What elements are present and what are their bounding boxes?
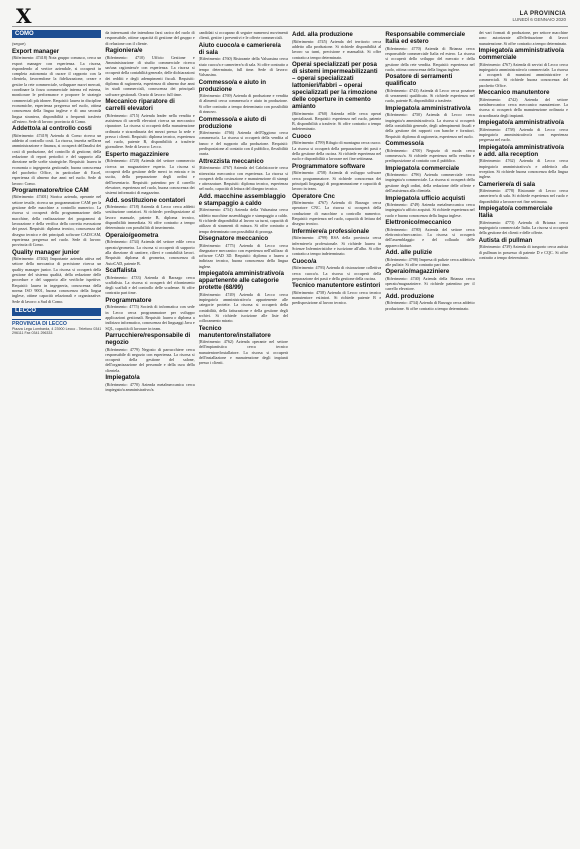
job-ad — [12, 48, 101, 124]
ad-list — [199, 30, 288, 366]
job-ad — [105, 332, 194, 373]
job-title: Attrezzista meccanico — [198, 157, 264, 165]
job-ad — [105, 197, 194, 231]
job-ad — [105, 374, 194, 392]
job-description: (Riferimento: 4796) Azienda commerciale cerca impiegato/a commerciale. La risorsa si occuperà della gestione degli ordini, della redazione delle offerte e dell'assistenza alla clientela. — [385, 172, 475, 194]
job-title: Scaffalista — [105, 267, 137, 275]
job-description: (Riferimento: 4715) Azienda leader nella vendita e assistenza di carrelli elevatori ricerca un meccanico riparatore. La risorsa si occuperà della manutenzione ordinaria e straordinaria dei mezzi presso la sede e presso i clienti. Requisiti: diploma tecnico, esperienza nel ruolo, patente B, disponibilità a trasferte giornaliere. Sede di lavoro: Lecco. — [105, 112, 195, 150]
job-ad — [292, 133, 381, 162]
job-title: Tecnico manutentore estintori — [291, 282, 381, 290]
job-title: Programmatore — [105, 296, 152, 304]
job-title: Commesso/a e aiuto in produzione — [198, 78, 267, 93]
job-ad — [199, 235, 288, 269]
job-description: (Riferimento: 4775) Azienda di Lecco cerca disegnatore meccanico con esperienza nell'utilizzo di software CAD 3D. Requisiti: diploma o laurea a indirizzo tecnico, buona conoscenza della lingua inglese. — [198, 242, 288, 269]
job-ad — [292, 61, 381, 132]
job-ad — [292, 163, 381, 192]
job-description: (Riferimento: 4770) Azienda metalmeccanica cerca impiegato/a amministrativo/a. — [105, 381, 195, 393]
job-description: (Riferimento: 4773) Azienda di Brianza cerca impiegato/a commerciale Italia. La risorsa si occuperà della gestione dei clienti e delle offerte. — [478, 219, 568, 236]
job-title: Add. alla produzione — [291, 31, 353, 39]
ad-list — [292, 31, 381, 306]
job-ad — [105, 267, 194, 296]
job-ad — [385, 219, 474, 248]
job-ad — [385, 249, 474, 267]
job-title: Impiegato/a amministrativo/a appartenente alle categorie protette (68/99) — [198, 270, 284, 292]
newspaper-name: LA PROVINCIA — [519, 11, 566, 17]
job-title: Cameriere/a di sala — [478, 180, 536, 188]
job-description: (Riferimento: 4770) Azienda di Brianza cerca responsabile commerciale Italia ed estero. La risorsa si occuperà dello sviluppo del mercato e della gestione della rete vendita. Requisiti: esperienza nel ruolo, ottima conoscenza della lingua inglese. — [385, 45, 475, 72]
job-description: (Riferimento: 4760) Ristorante della Valsassina cerca aiuto cuoco/a e cameriere/a di sala. Si offre contratto a tempo determinato, full time. Sede di lavoro: Valsassina. — [198, 56, 288, 78]
job-description: (Riferimento: 4767) Azienda di Barzago cerca operatore CNC. La risorsa si occuperà della conduzione di macchine a controllo numerico. Requisiti: esperienza nel ruolo, capacità di lettura del disegno tecnico. — [291, 200, 382, 227]
job-title: Commesso/a — [385, 140, 424, 148]
job-title: Cuoco/a — [291, 257, 317, 265]
job-description: (Riferimento: 4767) Azienda di servizi di Lecco cerca impiegato/a amministrativo/a commerciale. La risorsa si occuperà di mansioni amministrative e commerciali. Si richiede buona conoscenza del pacchetto Office. — [478, 61, 568, 88]
job-ad — [385, 268, 474, 291]
job-ad — [385, 73, 474, 103]
job-title: Elettronico/meccanico — [385, 219, 452, 227]
job-title: Impiegato/a commerciale — [385, 164, 460, 172]
masthead — [512, 11, 566, 22]
job-description: (Riferimento: 4749) Azienda metalmeccanica cerca impiegato/a ufficio acquisti. Si richiede esperienza nel ruolo e buona conoscenza della lingua inglese. — [385, 202, 475, 218]
job-ad — [292, 228, 381, 257]
job-title: Add. macchine assemblaggio e stampaggio a caldo — [198, 192, 286, 207]
job-description: (Riferimento: 4760) Azienda edile cerca operai specializzati. Requisiti: esperienza nel ruolo, patente B, disponibilità a trasferte. Si offre contratto a tempo indeterminato. — [291, 110, 382, 132]
job-ad — [199, 30, 288, 41]
job-ad — [479, 181, 568, 204]
job-description: (Riferimento: 4762) Azienda di Lecco cerca impiegato/a amministrativo/a e addetto/a alla reception. Si richiede buona conoscenza della lingua inglese. — [478, 158, 568, 180]
job-ad — [292, 282, 381, 305]
job-title: Responsabile commerciale Italia ed estero — [385, 31, 466, 46]
job-ad — [385, 165, 474, 194]
column-4 — [292, 30, 381, 842]
issue-date: LUNEDÌ 6 GENNAIO 2020 — [512, 17, 566, 22]
column-3 — [199, 30, 288, 842]
job-description: (Riferimento: 4754) Azienda della Valsassina cerca addetto macchine assemblaggio e stampaggio a caldo. Si richiede disponibilità al lavoro su turni, capacità di utilizzo di strumenti di misura. Si offre contratto a tempo determinato con possibilità di proroga. — [198, 207, 288, 234]
job-ad — [385, 105, 474, 139]
job-description: (Riferimento: 4762) Azienda operante nel settore dell'impiantistica cerca tecnico manutentore/installatore. La risorsa si occuperà dell'installazione e manutenzione degli impianti presso i clienti. — [198, 339, 288, 366]
job-description: (Riferimento: 4740) Azienda della Brianza cerca operaio/magazziniere. Si richiede patentino per il carrello elevatore. — [385, 275, 475, 292]
job-ad — [385, 293, 474, 311]
job-description: (Riferimento: 4749) Azienda di Lecco cerca impiegato/a amministrativo/a appartenente alle categorie protette. La risorsa si occuperà della contabilità, della fatturazione e della gestione degli archivi. Si richiede iscrizione alle liste del collocamento mirato. — [198, 291, 288, 324]
job-title: Meccanico riparatore di carrelli elevatori — [105, 98, 175, 113]
job-ad — [479, 30, 568, 46]
job-ad — [199, 42, 288, 78]
job-title: Add. produzione — [385, 292, 435, 300]
job-description: (Riferimento: 4778) Ristorante di Lecco cerca cameriere/a di sala. Si richiede esperienza nel ruolo e disponibilità a lavorare nei fine settimana. — [478, 188, 568, 204]
job-description: (Riferimento: 4700) Negozio di moda cerca commesso/a. Si richiede esperienza nella vendita e predisposizione al contatto con il pubblico. — [385, 147, 475, 164]
job-title: Impiegato/a amministrativo/a — [385, 104, 471, 112]
job-description: da interessanti che intendono farsi carico del ruolo di responsabile, ottime capacità di gestione del gruppo e di relazione con il cliente. — [105, 30, 195, 46]
section-header-como: COMO — [12, 30, 101, 38]
job-ad — [479, 119, 568, 142]
job-description: (Riferimento: 4734) Azienda del settore edile cerca operaio/geometra. La risorsa si occuperà di supporto alla direzione di cantiere, rilievi e contabilità lavori. Requisiti: diploma di geometra, conoscenza di AutoCAD, patente B. — [105, 239, 195, 266]
job-ad — [199, 270, 288, 323]
job-ad — [12, 125, 101, 185]
job-title: Tecnico manutentore/installatore — [198, 324, 271, 339]
job-ad — [385, 195, 474, 218]
job-title: Posatore di serramenti qualificato — [385, 73, 453, 88]
job-description: (Riferimento: 47418) Nota gruppo comasco, cerca un export manager con esperienza. La risorsa, rispondendo al vertice aziendale, si occuperà in completa autonomia di curare il rapporto con la clientela, favorendone la fidelizzazione, creare e gestire la rete commerciale, sviluppare nuovi mercati, coordinare la forza commerciale interna ed esterna, monitorare le performance e proporre le strategie commerciali più idonee. Requisiti: laurea in discipline economiche, esperienza pregressa nel ruolo, ottima conoscenza della lingua inglese e di una seconda lingua straniera, disponibilità a frequenti trasferte all'estero. Sede di lavoro: provincia di Como. — [12, 55, 102, 124]
job-description: (Riferimento: 47402) Importante azienda attiva nel settore della meccanica di precisione ricerca un quality manager junior. La risorsa si occuperà della gestione del sistema qualità, della redazione delle procedure e del supporto alle verifiche ispettive. Requisiti: laurea in ingegneria, conoscenza della norma ISO 9001, buona conoscenza della lingua inglese, ottime capacità relazionali e organizzative. Sede di lavoro: a Sud di Como. — [12, 256, 102, 304]
job-title: Programmatore software — [291, 162, 366, 170]
job-description: (Riferimento: 4745) Azienda del territorio cerca addetto alla produzione. Si richiede disponibilità al lavoro su turni, precisione e manualità. Si offre contratto a tempo determinato. — [291, 38, 382, 60]
job-ad — [292, 258, 381, 281]
job-description: (Riferimento: 4758) Azienda di Lecco cerca tecnico manutentore estintori. Si richiede patente B e predisposizione al lavoro tecnico. — [291, 289, 382, 306]
job-description: (Riferimento: 4733) Azienda di Barzago cerca scaffalista. La risorsa si occuperà del rifornimento degli scaffali e del controllo delle scadenze. Si offre contratto part time. — [105, 274, 195, 296]
job-description: (Riferimento: 4734) Azienda di Barzago cerca addetto produzione. Si offre contratto a tempo determinato. — [385, 300, 475, 311]
job-ad — [12, 249, 101, 304]
job-title: Aiuto cuoco/a e cameriere/a di sala — [198, 41, 281, 56]
job-title: Impiegato/a commerciale Italia — [478, 205, 553, 220]
job-title: Meccanico manutentore — [478, 89, 550, 97]
job-title: Export manager — [12, 47, 60, 55]
job-ad — [385, 140, 474, 163]
job-description: (Riferimento: 4742) Azienda del settore metalmeccanico cerca meccanico manutentore. La risorsa si occuperà della manutenzione ordinaria e straordinaria degli impianti. — [478, 96, 568, 118]
job-description: (Riferimento: 4758) Azienda di Lecco cerca impiegato/a amministrativo/a con esperienza pregressa nel ruolo. — [478, 126, 568, 143]
agency-title: PROVINCIA DI LECCO — [12, 320, 67, 327]
job-description: (Riferimento: 47401) Storica azienda, operante nel settore tessile, ricerca un programmatore CAM per la gestione delle macchine a controllo numerico. La risorsa si occuperà della programmazione delle macchine, della realizzazione dei programmi di lavorazione e della verifica della corretta esecuzione dei pezzi. Requisiti: diploma tecnico, conoscenza del disegno tecnico e dei principali software CAD/CAM, esperienza pregressa nel ruolo. Sede di lavoro: provincia di Como. — [12, 194, 102, 248]
job-description: (Riferimento: 4766) Azienda dell'Oggiono cerca commesso/a. La risorsa si occuperà della vendita al banco e del supporto alla produzione. Requisiti: predisposizione al contatto con il pubblico, flessibilità oraria. — [198, 130, 288, 157]
job-description: (Riferimento: 4793) Azienda di ristorazione collettiva cerca cuoco/a. La risorsa si occuperà della preparazione dei pasti e della gestione della cucina. — [291, 265, 382, 281]
job-ad — [479, 47, 568, 88]
column-5 — [385, 30, 474, 842]
columns-container — [12, 30, 568, 842]
job-title: Quality manager junior — [12, 248, 80, 256]
job-ad — [105, 98, 194, 150]
job-ad — [479, 237, 568, 260]
job-title: Impiegato/a ufficio acquisti — [385, 194, 466, 202]
job-ad — [292, 193, 381, 227]
job-ad — [199, 79, 288, 115]
job-title: Programmatore/trice CAM — [12, 186, 89, 194]
header-divider — [12, 26, 568, 27]
job-title: Parrucchiere/responsabile di negozio — [105, 332, 191, 347]
job-ad — [105, 30, 194, 46]
job-description: (Riferimento: 4799) RSA della provincia cerca infermiere/a professionale. Si richiede laurea in Scienze Infermieristiche e iscrizione all'albo. Si offre contratto a tempo indeterminato. — [291, 235, 382, 257]
job-title: Add. sostituzione contatori — [105, 196, 186, 204]
job-description: (Riferimento: 4780) Azienda del settore cerca elettronico/meccanico. La risorsa si occuperà dell'assemblaggio e del collaudo delle apparecchiature. — [385, 226, 475, 248]
ad-list — [479, 30, 568, 260]
job-title: Addetto/a al controllo costi — [12, 125, 92, 133]
job-title: Operai specializzati per posa di sistemi impermeabilizzanti – operai specializzati lattonieri/fabbri – operai specializzati per la rimozione delle coperture in cemento amianto — [291, 61, 378, 111]
job-ad — [479, 144, 568, 180]
job-description: (Riferimento: 4758) Azienda di sviluppo software cerca programmatore. Si richiede conoscenza dei principali linguaggi di programmazione e capacità di lavoro in team. — [291, 170, 382, 192]
job-title: Cuoco — [291, 132, 312, 140]
ad-list — [385, 31, 474, 311]
agency-box — [12, 319, 101, 336]
job-title: Ragioniera/e — [105, 47, 143, 55]
job-title: Operaio/geometra — [105, 231, 159, 239]
job-description: candidati si occupano di seguire numerosi movimenti clienti, gestire i preventivi e le offerte commerciali. — [198, 30, 288, 41]
job-description: (Riferimento: 4750) Azienda di Lecco cerca impiegato/a amministrativo/a. La risorsa si occuperà della contabilità generale, degli adempimenti fiscali e della gestione dei rapporti con banche e fornitori. Requisiti: diploma di ragioneria, esperienza nel ruolo. — [385, 112, 475, 139]
section-letter: X — [16, 4, 32, 28]
job-description: (Riferimento: 4739) Azienda di trasporto cerca autista di pullman in possesso di patente D e CQC. Si offre contratto a tempo determinato. — [478, 244, 568, 260]
job-title: Add. alle pulizie — [385, 249, 433, 257]
job-description: (Riferimento: 4743) Azienda di Lecco cerca posatore di serramenti qualificato. Si richiede esperienza nel ruolo, patente B, disponibilità a trasferte. — [385, 87, 475, 104]
job-ad — [385, 31, 474, 72]
job-description: (Riferimento: 4767) Azienda del Calolziocorte cerca attrezzista meccanico con esperienza. La risorsa si occuperà della costruzione e manutenzione di stampi e attrezzature. Requisiti: diploma tecnico, esperienza nel ruolo, capacità di lettura del disegno tecnico. — [198, 165, 288, 192]
job-ad — [12, 187, 101, 247]
column-6 — [479, 30, 568, 842]
job-ad — [199, 116, 288, 157]
job-ad — [199, 158, 288, 192]
job-description: (Riferimento: 4720) Azienda del settore commercio ricerca un magazziniere esperto. La risorsa si occuperà della gestione delle merci in entrata e in uscita, della preparazione degli ordini e dell'inventario. Requisiti: patentino per il carrello elevatore, esperienza nel ruolo, buona conoscenza dei sistemi informatici di magazzino. — [105, 158, 195, 196]
section-header-lecco: LECCO — [12, 308, 101, 316]
ad-list — [105, 30, 194, 392]
job-description: (Riferimento: 4710) Ufficio Gestione e Amministrazione di studio commerciale ricerca un/una ragioniera/e con esperienza. La risorsa si occuperà della contabilità generale, delle dichiarazioni dei redditi e degli adempimenti fiscali. Requisiti: diploma di ragioneria, esperienza di almeno due anni in studi commerciali, conoscenza dei principali software gestionali. Orario di lavoro: full time. — [105, 54, 195, 97]
job-title: Commesso/a e aiuto di produzione — [198, 115, 267, 130]
job-title: Disegnatore meccanico — [198, 235, 269, 243]
job-description: (Riferimento: 4775) Società di informatica con sede in Lecco cerca programmatore per sviluppo applicazioni gestionali. Requisiti: laurea o diploma a indirizzo informatico, conoscenza dei linguaggi Java e SQL, capacità di lavorare in team. — [105, 304, 195, 331]
job-ad — [479, 205, 568, 235]
continued-label: (segue) — [12, 41, 26, 47]
job-description: (Riferimento: 4779) Negozio di parrucchiere cerca responsabile di negozio con esperienza. La risorsa si occuperà della gestione del salone, dell'organizzazione del personale e della cura della clientela. — [105, 346, 195, 373]
job-title: Impiegato/a amministrativo/a commerciale — [478, 47, 564, 62]
job-title: Infermiere/a professionale — [291, 227, 370, 235]
job-title: Operatore Cnc — [291, 192, 335, 200]
job-description: dei vari formati di produzione, per settore macchine sono autorizzate all'effettuazione di lavori manutenzione. Si offre contratto a tempo determinato. — [478, 30, 568, 46]
job-title: Operaio/magazziniere — [385, 268, 450, 276]
job-title: Impiegato/a amministrativo/a e add. alla reception — [478, 143, 564, 158]
job-ad — [292, 31, 381, 60]
job-ad — [479, 89, 568, 118]
job-title: Esperto magazziniere — [105, 150, 169, 158]
job-title: Impiegato/a — [105, 374, 140, 382]
job-description: (Riferimento: 4799) Rifugio di montagna cerca cuoco. La risorsa si occuperà della preparazione dei pasti e della gestione della cucina. Si richiede esperienza nel ruolo e disponibilità a lavorare nei fine settimana. — [291, 140, 382, 162]
job-ad — [199, 325, 288, 366]
ad-list — [12, 48, 101, 304]
job-title: Autista di pullman — [478, 236, 533, 244]
job-title: Impiegato/a amministrativo/a — [478, 119, 564, 127]
agency-address: Piazza Lega Lombarda, 4 23900 Lecco - Telefono 0341 296111 Fax 0341 296333 — [12, 326, 102, 336]
job-description: (Riferimento: 4718) Azienda di Lecco cerca addetti sostituzione contatori. Si richiede: predisposizione al lavoro manuale, patente B, diploma tecnico, disponibilità immediata. Si offre contratto a tempo determinato con possibilità di inserimento. — [105, 204, 195, 231]
job-description: (Riferimento: 47419) Azienda di Como ricerca un addetto al controllo costi. La risorsa, inserita nell'area amministrazione e finanza, si occuperà dell'analisi dei costi di produzione, del controllo di gestione, della redazione di report periodici e del supporto alla direzione nelle scelte strategiche. Requisiti: laurea in economia o ingegneria gestionale, buona conoscenza del pacchetto Office, in particolare di Excel, esperienza di almeno due anni nel ruolo. Sede di lavoro: Como. — [12, 132, 102, 186]
job-ad — [105, 232, 194, 266]
job-ad — [105, 151, 194, 196]
job-ad — [199, 193, 288, 234]
job-description: (Riferimento: 4769) Azienda di produzione e vendita di alimenti cerca commesso/a e aiuto in produzione. Si offre contratto a tempo determinato con possibilità di rinnovo. — [198, 93, 288, 115]
job-description: (Riferimento: 4798) Impresa di pulizie cerca addetto/a alle pulizie. Si offre contratto part time. — [385, 256, 475, 267]
column-1 — [12, 30, 101, 842]
job-ad — [105, 297, 194, 331]
column-2 — [105, 30, 194, 842]
job-ad — [105, 47, 194, 97]
